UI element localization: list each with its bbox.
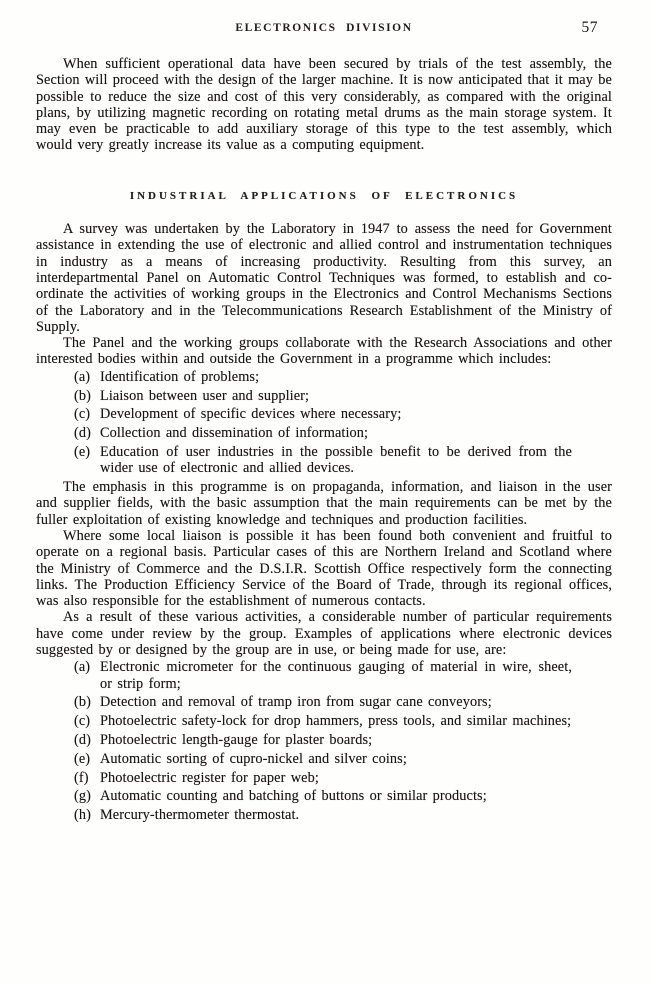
running-header-title: ELECTRONICS DIVISION (235, 22, 413, 34)
paragraph-panel-collaboration: The Panel and the working groups collaborate with the Research Associations and other interested bodies within and outside the Government in a programme which includes: (36, 335, 612, 368)
list-marker: (d) (74, 425, 91, 442)
list-marker: (f) (74, 769, 89, 786)
list-item (74, 406, 612, 422)
page-number: 57 (581, 19, 598, 36)
applications-list (74, 659, 612, 823)
list-text: Identification of problems; (100, 368, 260, 385)
paragraph-activities-result: As a result of these various activities, a considerable number of particular requirements have come under review by the group. Examples of applications where electronic devices suggested by or designed by the group are in use, or being made for use, are: (36, 609, 612, 658)
list-item (74, 807, 612, 823)
list-text: Automatic sorting of cupro-nickel and silver coins; (100, 750, 407, 767)
list-marker: (c) (74, 713, 91, 730)
list-text: Development of specific devices where necessary; (100, 406, 402, 423)
list-marker: (b) (74, 387, 91, 404)
list-marker: (d) (74, 731, 91, 748)
section-heading: INDUSTRIAL APPLICATIONS OF ELECTRONICS (129, 189, 519, 202)
list-marker: (e) (74, 750, 91, 767)
list-marker: (a) (74, 659, 91, 676)
list-text: Liaison between user and supplier; (100, 387, 310, 404)
paragraph-survey: A survey was undertaken by the Laboratory in 1947 to assess the need for Government assistance in extending the use of electronic and allied control and instrumentation techniques in industry as a means of increasing productivity. Resulting from this survey, an interdepartmental Panel on Automatic Control Techniques was formed, to establish and co-ordinate the activities of working groups in the Electronics and Control Mechanisms Sections of the Laboratory and in the Telecommunications Research Establishment of the Ministry of Supply. (36, 221, 612, 335)
programme-list (74, 369, 612, 477)
list-text: Electronic micrometer for the continuous gauging of material in wire, sheet, or strip form; (100, 659, 572, 692)
list-text: Education of user industries in the possible benefit to be derived from the wider use of electronic and allied devices. (100, 443, 572, 477)
paragraph-test-assembly: When sufficient operational data have been secured by trials of the test assembly, the Section will proceed with the design of the larger machine. It is now anticipated that it may be possible to reduce the size and cost of this very considerably, as compared with the original plans, by utilizing magnetic recording on rotating metal drums as the main storage system. It may even be practicable to add auxiliary storage of this type to the test assembly, which would very greatly increase its value as a computing equipment. (36, 56, 612, 154)
paragraph-regional-liaison: Where some local liaison is possible it has been found both convenient and fruitful to operate on a regional basis. Particular cases of this are Northern Ireland and Scotland where the Ministry of Commerce and the D.S.I.R. Scottish Office respectively form the connecting links. The Production Efficiency Service of the Board of Trade, through its regional offices, was also responsible for the establishment of numerous contacts. (36, 527, 612, 610)
list-text: Photoelectric safety-lock for drop hammers, press tools, and similar machines; (100, 713, 572, 730)
list-text: Mercury-thermometer thermostat. (100, 807, 300, 824)
list-item (74, 659, 612, 692)
text-column (36, 0, 612, 826)
list-marker: (c) (74, 406, 91, 423)
list-item (74, 751, 612, 767)
paragraph-emphasis: The emphasis in this programme is on propaganda, information, and liaison in the user and supplier fields, with the basic assumption that the main requirements can be met by the fuller exploitation of existing knowledge and techniques and production facilities. (36, 479, 612, 528)
list-marker: (g) (74, 788, 91, 805)
running-header (36, 19, 612, 42)
list-item (74, 388, 612, 404)
list-item (74, 770, 612, 786)
list-item (74, 694, 612, 710)
list-marker: (a) (74, 368, 91, 385)
list-text: Automatic counting and batching of buttons or similar products; (100, 788, 487, 805)
list-marker: (e) (74, 443, 91, 460)
list-text: Photoelectric length-gauge for plaster boards; (100, 731, 373, 748)
list-item (74, 732, 612, 748)
list-marker: (h) (74, 807, 91, 824)
list-text: Detection and removal of tramp iron from sugar cane conveyors; (100, 694, 492, 711)
list-item (74, 444, 612, 477)
list-item (74, 369, 612, 385)
list-item (74, 713, 612, 729)
list-text: Collection and dissemination of information; (100, 425, 369, 442)
list-marker: (b) (74, 694, 91, 711)
list-text: Photoelectric register for paper web; (100, 769, 319, 786)
page-body-text (36, 56, 612, 823)
list-item (74, 425, 612, 441)
list-item (74, 788, 612, 804)
